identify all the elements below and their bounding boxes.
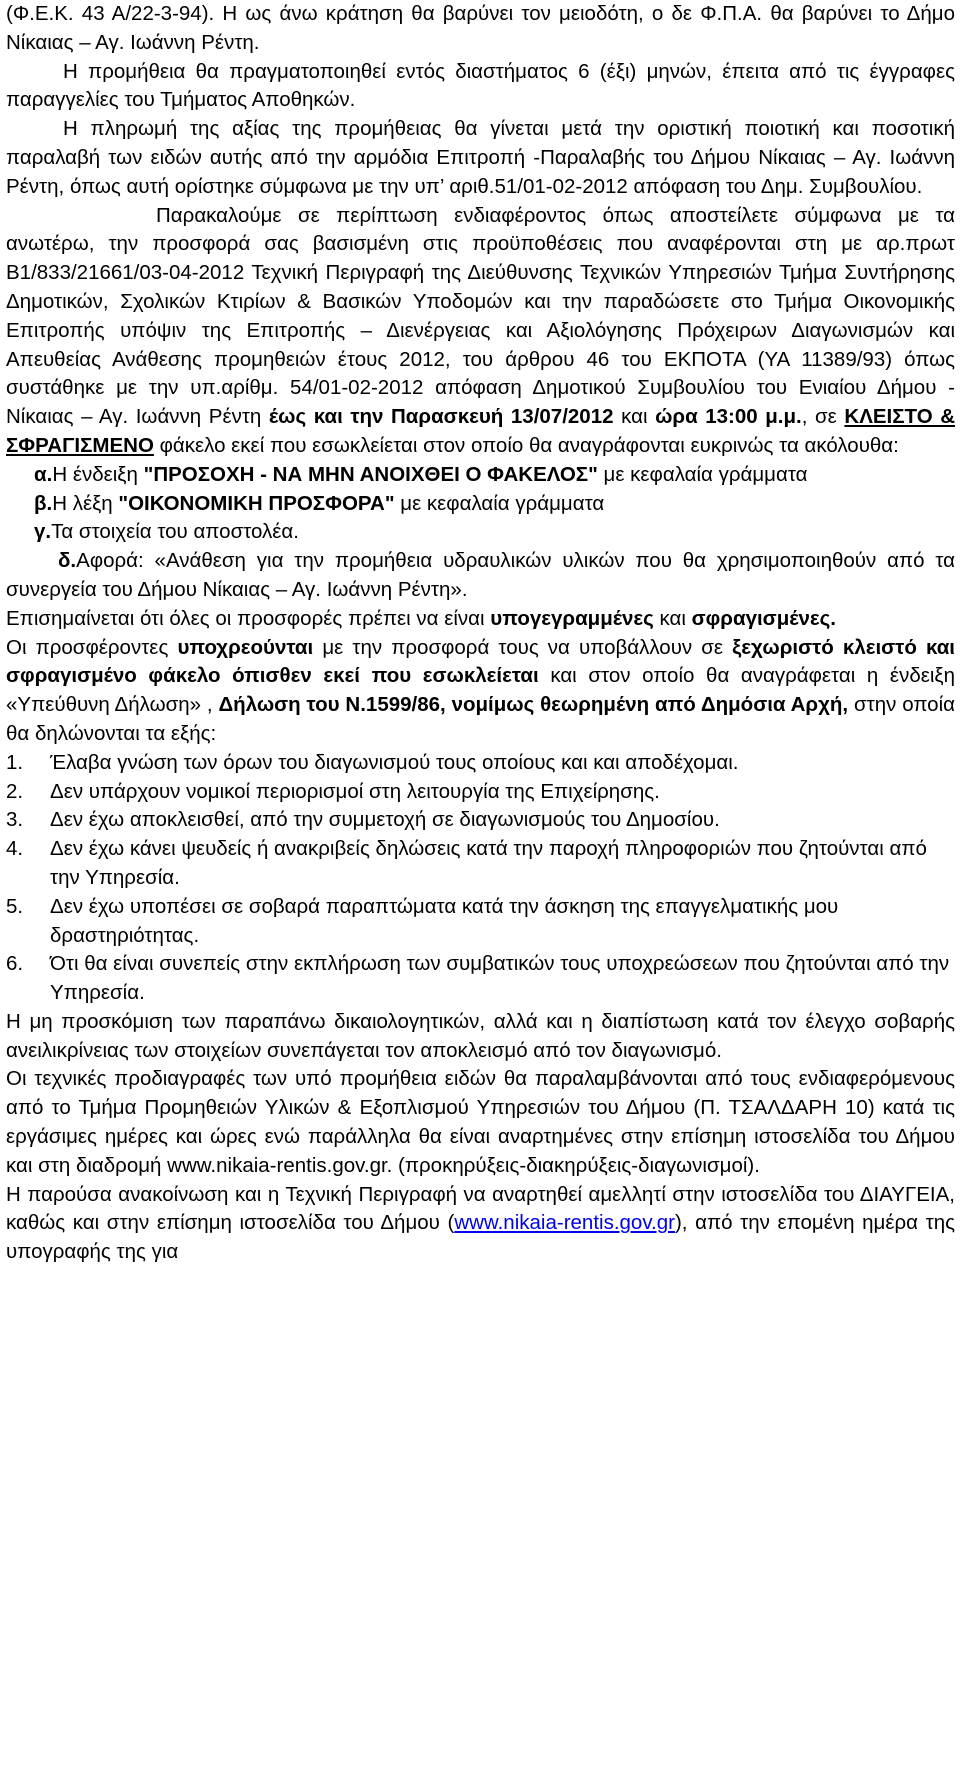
list-number: 6. bbox=[6, 952, 24, 976]
declarations-list bbox=[6, 749, 955, 1008]
law-declaration-text: Δήλωση του Ν.1599/86, νομίμως θεωρημένη από Δημόσια Αρχή, bbox=[218, 693, 849, 717]
warning-text: "ΠΡΟΣΟΧΗ - ΝΑ ΜΗΝ ΑΝΟΙΧΘΕΙ Ο ΦΑΚΕΛΟΣ" bbox=[143, 462, 598, 486]
obliged-word: υποχρεούνται bbox=[177, 635, 314, 659]
list-number: 4. bbox=[6, 837, 24, 861]
list-text: Δεν υπάρχουν νομικοί περιορισμοί στη λειτουργία της Επιχείρησης. bbox=[50, 779, 660, 803]
text-segment: Παρακαλούμε σε περίπτωση ενδιαφέροντος όπως αποστείλετε σύμφωνα με τα ανωτέρω, την προσφορά σας βασισμένη στις προϋποθέσεις που αναφέρονται στη με αρ.πρωτ Β1/833/21661/03-04-2012 Τεχνική Περιγραφή της Διεύθυνσης Τεχνικών Υπηρεσιών Τμήμα Συντήρησης Δημοτικών, Σχολικών Κτιρίων & Βασικών Υποδομών και την παραδώσετε στο Τμήμα Οικονομικής Επιτροπής υπόψιν της Επιτροπής – Διενέργειας και Αξιολόγησης Πρόχειρων Διαγωνισμών και Απευθείας Ανάθεσης προμηθειών έτους 2012, του άρθρου 46 του ΕΚΠΟΤΑ (ΥΑ 11389/93) όπως συστάθηκε με την υπ.αρίθμ. 54/01-02-2012 απόφαση Δημοτικού Συμβουλίου του Ενιαίου Δήμου - Νίκαιας – Αγ. Ιωάννη Ρέντη bbox=[6, 203, 955, 429]
list-item bbox=[6, 950, 955, 1008]
deadline-date: έως και την Παρασκευή 13/07/2012 bbox=[268, 405, 614, 429]
paragraph-exclusion: Η μη προσκόμιση των παραπάνω δικαιολογητικών, αλλά και η διαπίστωση κατά τον έλεγχο σοβαρής ανειλικρίνειας των στοιχείων συνεπάγεται τον αποκλεισμό από τον διαγωνισμό. bbox=[6, 1009, 955, 1062]
text-segment: Επισημαίνεται ότι όλες οι προσφορές πρέπει να είναι bbox=[6, 606, 491, 630]
offer-label-text: "ΟΙΚΟΝΟΜΙΚΗ ΠΡΟΣΦΟΡΑ" bbox=[118, 491, 395, 515]
paragraph-delivery-period: Η προμήθεια θα πραγματοποιηθεί εντός διαστήματος 6 (έξι) μηνών, έπειτα από τις έγγραφες παραγγελίες του Τμήματος Αποθηκών. bbox=[6, 59, 955, 112]
list-item bbox=[6, 893, 955, 951]
text-segment: Η λέξη bbox=[52, 491, 119, 515]
text-segment: , σε bbox=[801, 405, 845, 429]
paragraph-offer-submission bbox=[6, 202, 955, 461]
text-segment: Αφορά: «Ανάθεση για την προμήθεια υδραυλικών υλικών που θα χρησιμοποιηθούν από τα συνεργεία του Δήμου Νίκαιας – Αγ. Ιωάννη Ρέντη». bbox=[6, 549, 955, 601]
item-label: β. bbox=[34, 491, 53, 515]
text-segment: με κεφαλαία γράμματα bbox=[597, 462, 808, 486]
envelope-item-d bbox=[6, 547, 955, 605]
envelope-item-c bbox=[6, 518, 955, 547]
text-segment: φάκελο εκεί που εσωκλείεται στον οποίο θα αναγράφονται ευκρινώς τα ακόλουθα: bbox=[153, 433, 899, 457]
list-item bbox=[6, 806, 955, 835]
sealed-envelope-note: ΚΛΕΙΣΤΟ & ΣΦΡΑΓΙΣΜΕΝΟ bbox=[6, 405, 955, 457]
sealed-word: σφραγισμένες. bbox=[691, 606, 836, 630]
list-number: 5. bbox=[6, 894, 24, 918]
separate-envelope-text: ξεχωριστό κλειστό και σφραγισμένο φάκελο όπισθεν εκεί που εσωκλείεται bbox=[6, 635, 955, 688]
text-segment: και bbox=[653, 606, 692, 630]
text-segment: με κεφαλαία γράμματα bbox=[394, 491, 605, 515]
list-item bbox=[6, 749, 955, 778]
website-link[interactable]: www.nikaia-rentis.gov.gr bbox=[454, 1211, 675, 1235]
text-segment: Τα στοιχεία του αποστολέα. bbox=[51, 520, 299, 544]
paragraph-signed-sealed bbox=[6, 605, 955, 634]
paragraph-payment: Η πληρωμή της αξίας της προμήθειας θα γίνεται μετά την οριστική ποιοτική και ποσοτική παραλαβή των ειδών αυτής από την αρμόδια Επιτροπή -Παραλαβής του Δήμου Νίκαιας – Αγ. Ιωάννη Ρέντη, όπως αυτή ορίστηκε σύμφωνα με την υπ’ αριθ.51/01-02-2012 απόφαση του Δημ. Συμβουλίου. bbox=[6, 117, 955, 198]
item-label: γ. bbox=[34, 520, 52, 544]
text-segment: Οι προσφέροντες bbox=[6, 635, 178, 659]
signed-word: υπογεγραμμένες bbox=[490, 606, 654, 630]
text-segment: Η ένδειξη bbox=[52, 462, 144, 486]
list-text: Δεν έχω αποκλεισθεί, από την συμμετοχή σε διαγωνισμούς του Δημοσίου. bbox=[50, 808, 720, 832]
list-text: Δεν έχω υποπέσει σε σοβαρά παραπτώματα κατά την άσκηση της επαγγελματικής μου δραστηριότητας. bbox=[50, 894, 839, 947]
list-item bbox=[6, 835, 955, 893]
paragraph-declaration-requirement bbox=[6, 634, 955, 749]
list-number: 3. bbox=[6, 808, 24, 832]
text-segment: ), από την επομένη ημέρα της υπογραφής της για bbox=[6, 1211, 955, 1264]
paragraph-vat-retention: (Φ.Ε.Κ. 43 Α/22-3-94). Η ως άνω κράτηση θα βαρύνει τον μειοδότη, ο δε Φ.Π.Α. θα βαρύνει το Δήμο Νίκαιας – Αγ. Ιωάννη Ρέντη. bbox=[6, 2, 955, 54]
deadline-time: ώρα 13:00 μ.μ. bbox=[655, 405, 802, 429]
list-number: 2. bbox=[6, 779, 24, 803]
list-item bbox=[6, 778, 955, 807]
text-segment: και bbox=[613, 405, 656, 429]
envelope-item-a bbox=[6, 461, 955, 490]
list-text: Έλαβα γνώση των όρων του διαγωνισμού τους οποίους και και αποδέχομαι. bbox=[50, 750, 739, 774]
list-text: Δεν έχω κάνει ψευδείς ή ανακριβείς δηλώσεις κατά την παροχή πληροφοριών που ζητούνται από την Υπηρεσία. bbox=[50, 837, 927, 889]
text-segment: και στον οποίο θα αναγράφεται η ένδειξη «Υπεύθυνη Δήλωση» , bbox=[6, 664, 955, 717]
paragraph-specifications: Οι τεχνικές προδιαγραφές των υπό προμήθεια ειδών θα παραλαμβάνονται από τους ενδιαφερόμενους από το Τμήμα Προμηθειών Υλικών & Εξοπλισμού Υπηρεσιών του Δήμου (Π. ΤΣΑΛΔΑΡΗ 10) κατά τις εργάσιμες ημέρες και ώρες ενώ παράλληλα θα είναι αναρτημένες στην επίσημη ιστοσελίδα του Δήμου και στη διαδρομή www.nikaia-rentis.gov.gr. (προκηρύξεις-διακηρύξεις-διαγωνισμοί). bbox=[6, 1067, 955, 1177]
item-label: δ. bbox=[58, 549, 77, 573]
paragraph-publication bbox=[6, 1181, 955, 1267]
text-segment: στην οποία θα δηλώνονται τα εξής: bbox=[6, 693, 955, 745]
text-segment: με την προσφορά τους να υποβάλλουν σε bbox=[313, 635, 733, 659]
text-segment: Η παρούσα ανακοίνωση και η Τεχνική Περιγραφή να αναρτηθεί αμελλητί στην ιστοσελίδα του ΔΙΑΥΓΕΙΑ, καθώς και στην επίσημη ιστοσελίδα του Δήμου ( bbox=[6, 1182, 955, 1235]
list-text: Ότι θα είναι συνεπείς στην εκπλήρωση των συμβατικών τους υποχρεώσεων που ζητούνται από την Υπηρεσία. bbox=[50, 952, 950, 1005]
envelope-item-b bbox=[6, 490, 955, 519]
list-number: 1. bbox=[6, 750, 24, 774]
item-label: α. bbox=[34, 462, 53, 486]
